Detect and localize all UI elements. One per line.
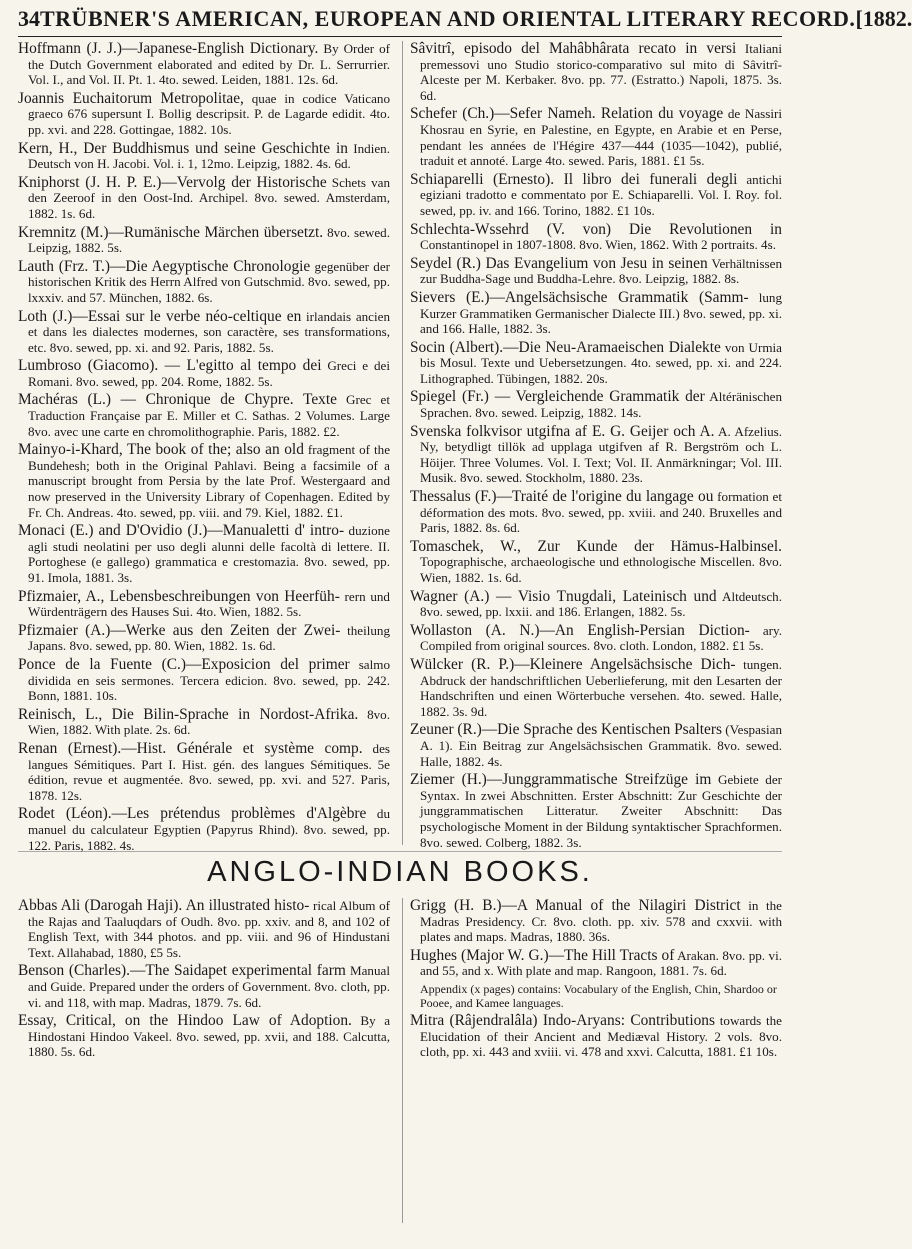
running-title: TRÜBNER'S AMERICAN, EUROPEAN AND ORIENTAL LITERARY RECORD. xyxy=(40,6,856,31)
entry-text: Italiani premessovi uno Studio storico-comparativo sul mito di Sâvitrî-Alceste per M. Kerbaker. 8vo. pp. 77. (Estratto.) Napoli, 1875. 3s. 6d. xyxy=(420,41,782,103)
entry-text: A. Afzelius. Ny, betydligt tillök ad upplaga utgifven af R. Bergström och L. Höijer. Three Volumes. Vol. I. Text; Vol. II. Anmärkningar; Vol. III. Musik. 8vo. sewed. Stockholm, 1880. 23s. xyxy=(420,423,782,486)
entry-text: gegenüber der historischen Kritik des Herrn Alfred von Gutschmid. 8vo. sewed, pp. lxxxiv. and 57. München, 1882. 6s. xyxy=(28,258,391,305)
entry-heading: Loth (J.)—Essai sur le verbe néo-celtique en xyxy=(18,307,302,325)
entry-heading: Mainyo-i-Khard, The book of the; also an old xyxy=(18,441,304,459)
entry-text: Arakan. 8vo. pp. vi. and 55, and x. With plate and map. Rangoon, 1881. 7s. 6d. xyxy=(420,947,782,979)
entry-heading: Renan (Ernest).—Hist. Générale et système comp. xyxy=(18,739,363,757)
catalog-entry xyxy=(410,340,782,387)
entry-text: Indien. Deutsch von H. Jacobi. Vol. i. 1, 12mo. Leipzig, 1882. 4s. 6d. xyxy=(28,140,391,172)
entry-text: Manual and Guide. Prepared under the orders of Government. 8vo. cloth, pp. vi. and 118, with map. Madras, 1879. 7s. 6d. xyxy=(28,963,390,1010)
catalog-entry xyxy=(410,489,782,536)
entry-heading: Hughes (Major W. G.)—The Hill Tracts of xyxy=(410,946,675,964)
catalog-entry xyxy=(410,722,782,769)
catalog-entry xyxy=(18,741,390,803)
catalog-entry xyxy=(410,290,782,337)
entry-text: Altéränischen Sprachen. 8vo. sewed. Leipzig, 1882. 14s. xyxy=(420,389,783,421)
entry-text: Gebiete der Syntax. In zwei Abschnitten. Erster Abschnitt: Zur Geschichte der junggrammatischen Litteratur. Zweiter Abschnitt: Das psychologische Moment in der Bildung syntaktischer Sprachformen. 8vo. sewed. Colberg, 1882. 3s. xyxy=(420,772,782,850)
entry-heading: Lauth (Frz. T.)—Die Aegyptische Chronologie xyxy=(18,257,311,275)
catalog-entry xyxy=(410,589,782,620)
catalog-entry xyxy=(18,442,390,520)
catalog-entry xyxy=(18,225,390,256)
entry-text: von Urmia bis Mosul. Texte und Uebersetzungen. 4to. sewed, pp. xi. and 224. Lithographed. Tübingen, 1882. 20s. xyxy=(420,339,782,386)
entry-text: 8vo. sewed. Leipzig, 1882. 5s. xyxy=(28,224,390,256)
entry-heading: Ziemer (H.)—Junggrammatische Streifzüge im xyxy=(410,771,712,789)
entry-text: Schets van den Zeeroof in den Oost-Ind. Archipel. 8vo. sewed. Amsterdam, 1882. 1s. 6d. xyxy=(28,174,391,221)
entry-text: Topographische, archaeologische und ethnologische Miscellen. 8vo. Wien, 1882. 1s. 6d. xyxy=(420,554,782,585)
entry-text: duzione agli studi neolatini per uso degli alunni delle facoltà di lettere. II. Portoghese (e gallego) grammatica e crestomazia. 8vo. sewed, pp. 91. Imola, 1881. 3s. xyxy=(28,523,390,585)
entry-text: theilung Japans. 8vo. sewed, pp. 80. Wien, 1882. 1s. 6d. xyxy=(28,622,390,654)
page-year: [1882. xyxy=(855,6,912,31)
catalog-entry xyxy=(18,657,390,704)
catalog-entry xyxy=(18,898,390,960)
catalog-entry xyxy=(18,589,390,620)
entry-text: Appendix (x pages) contains: Vocabulary of the English, Chin, Shardoo or Pooee, and Kamee languages. xyxy=(420,981,777,1010)
catalog-entry xyxy=(18,358,390,389)
entry-heading: Kern, H., Der Buddhismus und seine Geschichte in xyxy=(18,139,348,157)
catalog-entry xyxy=(18,141,390,172)
entry-heading: Machéras (L.) — Chronique de Chypre. Texte xyxy=(18,391,337,409)
left-column-bottom xyxy=(18,898,403,1223)
catalog-entry xyxy=(18,806,390,853)
entry-text: Grec et Traduction Française par E. Miller et C. Sathas. 2 Volumes. Large 8vo. avec une carte en chromolithographie. Paris, 1882. £2. xyxy=(28,392,390,439)
entry-heading: Essay, Critical, on the Hindoo Law of Adoption. xyxy=(18,1012,352,1030)
entry-heading: Seydel (R.) Das Evangelium von Jesu in seinen xyxy=(410,254,708,272)
catalog-entry xyxy=(18,392,390,439)
entry-text: ary. Compiled from original sources. 8vo. cloth. London, 1882. £1 5s. xyxy=(420,622,783,654)
entry-text: tungen. Abdruck der handschriftlichen Ueberlieferung, mit den Lesarten der Handschriften und einen Wörterbuche versehen. 4to. sewed. Halle, 1882. 3s. 9d. xyxy=(420,656,782,719)
entry-text: Verhältnissen zur Buddha-Sage und Buddha-Lehre. 8vo. Leipzig, 1882. 8s. xyxy=(420,255,782,287)
entry-text: quae in codice Vaticano graeco 676 supersunt I. Bollig descripsit. P. de Lagarde edidit. 4to. pp. xvi. and 228. Gottingae, 1882. 10s. xyxy=(28,90,390,137)
entry-heading: Wagner (A.) — Visio Tnugdali, Lateinisch und xyxy=(410,587,717,605)
entry-heading: Lumbroso (Giacomo). — L'egitto al tempo dei xyxy=(18,357,322,375)
catalog-entry xyxy=(18,523,390,585)
catalog-entry xyxy=(410,106,782,168)
entry-text: du manuel du calculateur Egyptien (Papyrus Rhind). 8vo. sewed, pp. 122. Paris, 1882. 4s. xyxy=(28,806,391,853)
entry-text: fragment of the Bundehesh; both in the Original Pahlavi. Being a facsimile of a manuscript brought from Persia by the late Prof. Westergaard and now preserved in the University Library of Copenhagen. Edited by Fr. Ch. Andreas. 4to. sewed, pp. viii. and 79. Kiel, 1882. £1. xyxy=(28,442,391,520)
entry-heading: Kremnitz (M.)—Rumänische Märchen übersetzt. xyxy=(18,223,324,241)
right-column xyxy=(406,40,783,850)
catalog-entry xyxy=(410,256,782,287)
catalog-entry xyxy=(410,948,782,979)
catalog-entry xyxy=(410,41,782,103)
catalog-entry xyxy=(410,389,782,420)
catalog-entry xyxy=(18,175,390,222)
section-heading: ANGLO-INDIAN BOOKS. xyxy=(18,851,782,892)
page-number: 34 xyxy=(18,6,40,31)
catalog-entry xyxy=(410,424,782,486)
entry-heading: Schefer (Ch.)—Sefer Nameh. Relation du voyage xyxy=(410,105,724,123)
catalog-entry xyxy=(410,172,782,219)
entry-text: lung Kurzer Grammatiken Germanischer Dialecte III.) 8vo. sewed, pp. xi. and 166. Halle, 1882. 3s. xyxy=(420,289,782,337)
entry-heading: Sâvitrî, episodo del Mahâbhârata recato in versi xyxy=(410,40,737,57)
entry-text: towards the Elucidation of their Ancient and Mediæval History. 2 vols. 8vo. cloth, pp. xi. 443 and xviii. vi. 478 and xxvi. Calcutta, 1881. £1 10s. xyxy=(420,1012,782,1060)
entry-heading: Abbas Ali (Darogah Haji). An illustrated histo- xyxy=(18,897,310,914)
entry-heading: Reinisch, L., Die Bilin-Sprache in Nordost-Afrika. xyxy=(18,705,359,723)
left-column xyxy=(18,40,403,853)
entry-heading: Monaci (E.) and D'Ovidio (J.)—Manualetti d' intro- xyxy=(18,522,345,540)
bottom-columns xyxy=(18,898,782,1223)
entry-heading: Rodet (Léon).—Les prétendus problèmes d'Algèbre xyxy=(18,805,367,823)
entry-text: Constantinopel in 1807-1808. 8vo. Wien, 1862. With 2 portraits. 4s. xyxy=(420,237,776,253)
catalog-entry xyxy=(410,539,782,586)
entry-heading: Wülcker (R. P.)—Kleinere Angelsächsische Dich- xyxy=(410,655,736,673)
entry-heading: Schiaparelli (Ernesto). Il libro dei funerali degli xyxy=(410,170,738,188)
entry-note xyxy=(420,982,782,1010)
entry-text: (Vespasian A. 1). Ein Beitrag zur Angelsächsischen Grammatik. 8vo. sewed. Halle, 1882. 4s. xyxy=(420,722,782,769)
entry-text: des langues Sémitiques. Part I. Hist. gén. des langues Sémitiques. 5e édition, revue et augmentée. 8vo. sewed, pp. xvi. and 527. Paris, 1878. 12s. xyxy=(28,740,390,803)
entry-heading: Grigg (H. B.)—A Manual of the Nilagiri District xyxy=(410,897,741,914)
entry-text: rern und Würdenträgern des Hauses Sui. 4to. Wien, 1882. 5s. xyxy=(28,588,390,620)
entry-heading: Socin (Albert).—Die Neu-Aramaeischen Dialekte xyxy=(410,338,721,356)
catalog-entry xyxy=(410,222,782,253)
entry-heading: Pfizmaier, A., Lebensbeschreibungen von Heerfüh- xyxy=(18,587,340,605)
catalog-entry xyxy=(18,259,390,306)
catalog-entry xyxy=(410,772,782,850)
entry-text: rical Album of the Rajas and Taaluqdars of Oudh. 8vo. pp. xxiv. and 8, and 102 of English Text, with 344 photos. and pp. viii. and 96 of Hindustani Text. Allahabad, 1880, £5 5s. xyxy=(28,898,390,960)
right-column-bottom xyxy=(406,898,782,1223)
entry-heading: Benson (Charles).—The Saidapet experimental farm xyxy=(18,962,346,980)
entry-text: 8vo. Wien, 1882. With plate. 2s. 6d. xyxy=(28,706,390,738)
catalog-entry xyxy=(410,623,782,654)
catalog-entry xyxy=(410,1013,782,1060)
catalog-entry xyxy=(18,1013,390,1060)
entry-heading: Pfizmaier (A.)—Werke aus den Zeiten der Zwei- xyxy=(18,621,341,639)
catalog-entry xyxy=(410,898,782,945)
entry-heading: Schlechta-Wssehrd (V. von) Die Revolutionen in xyxy=(410,220,782,238)
entry-heading: Wollaston (A. N.)—An English-Persian Diction- xyxy=(410,621,750,639)
entry-heading: Spiegel (Fr.) — Vergleichende Grammatik der xyxy=(410,388,705,406)
entry-heading: Ponce de la Fuente (C.)—Exposicion del primer xyxy=(18,655,350,673)
entry-text: By Order of the Dutch Government elaborated and edited by Dr. L. Serrurrier. Vol. I., and Vol. II. Pt. 1. 4to. sewed. Leiden, 1881. 12s. 6d. xyxy=(28,41,390,88)
entry-text: de Nassiri Khosrau en Syrie, en Palestine, en Egypte, en Arabie et en Perse, pendant les années de l'Hégire 437—444 (1035—1042), publié, traduit et annoté. Large 4to. sewed. Paris, 1881. £1 5s. xyxy=(420,106,782,169)
entry-text: antichi egiziani tradotto e commentato por E. Schiaparelli. Vol. I. Roy. fol. sewed, pp. iv. and 166. Torino, 1882. £1 10s. xyxy=(420,171,782,218)
entry-heading: Tomaschek, W., Zur Kunde der Hämus-Halbinsel. xyxy=(410,537,782,555)
entry-heading: Joannis Euchaitorum Metropolitae, xyxy=(18,89,244,107)
catalog-entry xyxy=(18,623,390,654)
entry-heading: Hoffmann (J. J.)—Japanese-English Dictionary. xyxy=(18,40,319,57)
catalog-entry xyxy=(18,41,390,88)
entry-heading: Zeuner (R.)—Die Sprache des Kentischen Psalters xyxy=(410,721,722,739)
entry-heading: Svenska folkvisor utgifna af E. G. Geijer och A. xyxy=(410,422,715,440)
entry-heading: Kniphorst (J. H. P. E.)—Vervolg der Historische xyxy=(18,173,327,191)
entry-text: Greci e dei Romani. 8vo. sewed, pp. 204. Rome, 1882. 5s. xyxy=(28,358,390,389)
top-columns xyxy=(18,40,783,853)
entry-heading: Thessalus (F.)—Traité de l'origine du langage ou xyxy=(410,488,714,506)
catalog-entry xyxy=(18,309,390,356)
catalog-entry xyxy=(18,963,390,1010)
entry-heading: Sievers (E.)—Angelsächsische Grammatik (Samm- xyxy=(410,288,749,306)
entry-heading: Mitra (Râjendralâla) Indo-Aryans: Contributions xyxy=(410,1011,715,1029)
entry-text: By a Hindostani Hindoo Vakeel. 8vo. sewed, pp. xvii, and 188. Calcutta, 1880. 5s. 6d. xyxy=(28,1013,391,1060)
catalog-entry xyxy=(18,91,390,138)
catalog-entry xyxy=(410,657,782,719)
entry-text: formation et déformation des mots. 8vo. sewed, pp. xviii. and 240. Bruxelles and Paris, 1882. 8s. 6d. xyxy=(420,489,782,536)
page-header xyxy=(18,6,912,37)
entry-text: irlandais ancien et dans les dialectes modernes, son caractère, ses transformations, etc. 8vo. sewed, pp. xi. and 92. Paris, 1882. 5s. xyxy=(28,308,390,355)
entry-text: in the Madras Presidency. Cr. 8vo. cloth. pp. xiv. 578 and cxxvii. with plates and maps. Madras, 1880. 36s. xyxy=(420,898,782,945)
entry-text: salmo dividida en seis sermones. Tercera edicion. 8vo. sewed, pp. 242. Bonn, 1881. 10s. xyxy=(28,656,390,704)
entry-text: Altdeutsch. 8vo. sewed, pp. lxxii. and 186. Erlangen, 1882. 5s. xyxy=(420,588,782,620)
catalog-entry xyxy=(18,707,390,738)
